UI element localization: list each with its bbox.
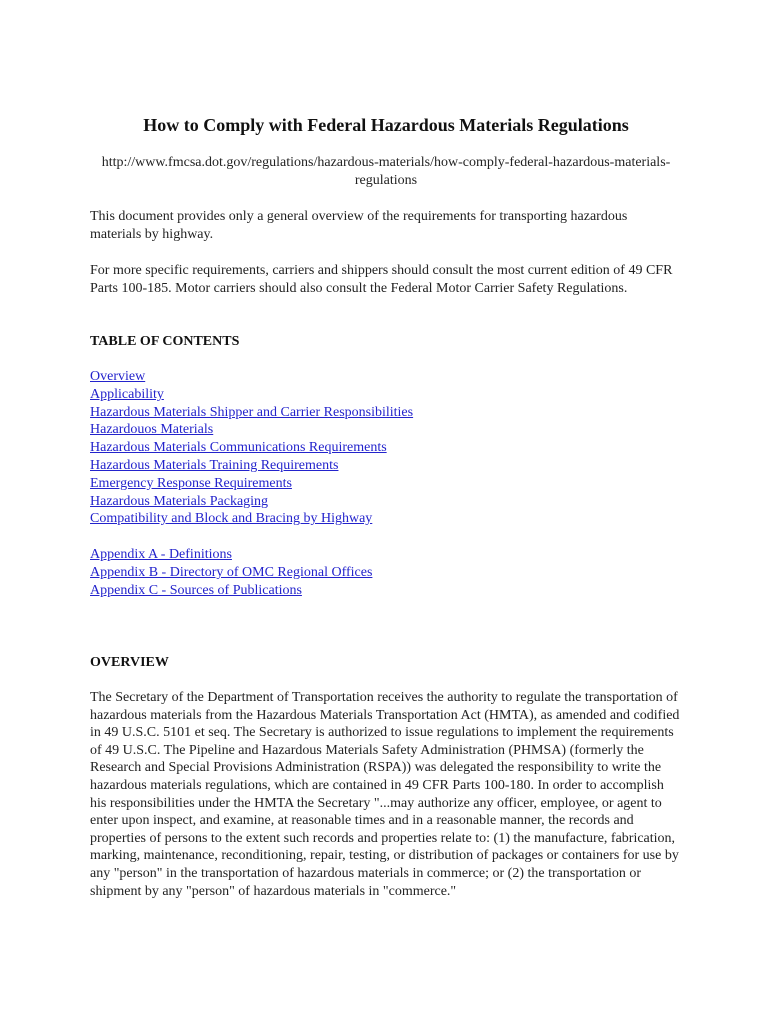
appendix-link[interactable]: Appendix A - Definitions [90, 547, 232, 562]
toc-link[interactable]: Hazardous Materials Shipper and Carrier Responsibilities [90, 404, 414, 420]
toc-link[interactable]: Overview [90, 369, 146, 384]
toc-list [90, 368, 413, 528]
toc-link[interactable]: Hazardous Materials Communications Requirements [90, 440, 387, 456]
toc-link[interactable]: Compatibility and Block and Bracing by Highway [90, 511, 373, 527]
toc-link[interactable]: Hazardous Materials Packaging [90, 493, 269, 509]
toc-item-training [90, 457, 413, 475]
source-url: http://www.fmcsa.dot.gov/regulations/hazardous-materials/how-comply-federal-hazardous-materials-regulations [101, 155, 671, 188]
appendix-link[interactable]: Appendix C - Sources of Publications [90, 582, 302, 598]
toc-link[interactable]: Hazardous Materials Training Requirements [90, 457, 339, 473]
toc-item-emergency [90, 475, 413, 493]
toc-item-applicability [90, 386, 413, 404]
toc-link[interactable]: Emergency Response Requirements [90, 475, 292, 491]
toc-item-overview [90, 368, 413, 386]
toc-item-packaging [90, 493, 413, 511]
overview-paragraph: The Secretary of the Department of Transportation receives the authority to regulate the transportation of hazardous materials from the Hazardous Materials Transportation Act (HMTA), as amended and codified in 49 U.S.C. 5101 et seq. The Secretary is authorized to issue regulations to implement the requirements of 49 U.S.C. The Pipeline and Hazardous Materials Safety Administration (PHMSA) (formerly the Research and Special Provisions Administration (RSPA)) was delegated the responsibility to write the hazardous materials regulations, which are contained in 49 CFR Parts 100-180. In order to accomplish his responsibilities under the HMTA the Secretary "...may authorize any officer, employee, or agent to enter upon inspect, and examine, at reasonable times and in a reasonable manner, the records and properties of persons to the extent such records and properties relate to: (1) the manufacture, fabrication, marking, maintenance, reconditioning, repair, testing, or distribution of packages or containers for use by any "person" in the transportation of hazardous materials in commerce; or (2) the transportation or shipment by any "person" of hazardous materials in "commerce." [90, 690, 680, 899]
document-title: How to Comply with Federal Hazardous Materials Regulations [143, 115, 629, 135]
toc-item-compatibility [90, 510, 413, 528]
toc-item-communications [90, 439, 413, 457]
appendix-list [90, 546, 372, 599]
toc-item-hazardous-materials [90, 421, 413, 439]
intro-paragraph-1: This document provides only a general overview of the requirements for transporting hazardous materials by highway. [90, 209, 628, 242]
overview-heading: OVERVIEW [90, 655, 169, 670]
toc-heading: TABLE OF CONTENTS [90, 334, 240, 349]
appendix-item-a [90, 546, 372, 564]
appendix-link[interactable]: Appendix B - Directory of OMC Regional Offices [90, 564, 373, 580]
toc-link[interactable]: Hazardouos Materials [90, 422, 214, 438]
appendix-item-b [90, 564, 372, 582]
toc-link[interactable]: Applicability [90, 386, 164, 402]
toc-item-shipper-carrier [90, 404, 413, 422]
appendix-item-c [90, 582, 372, 600]
intro-paragraph-2: For more specific requirements, carriers and shippers should consult the most current edition of 49 CFR Parts 100-185. Motor carriers should also consult the Federal Motor Carrier Safety Regulations. [90, 263, 673, 296]
